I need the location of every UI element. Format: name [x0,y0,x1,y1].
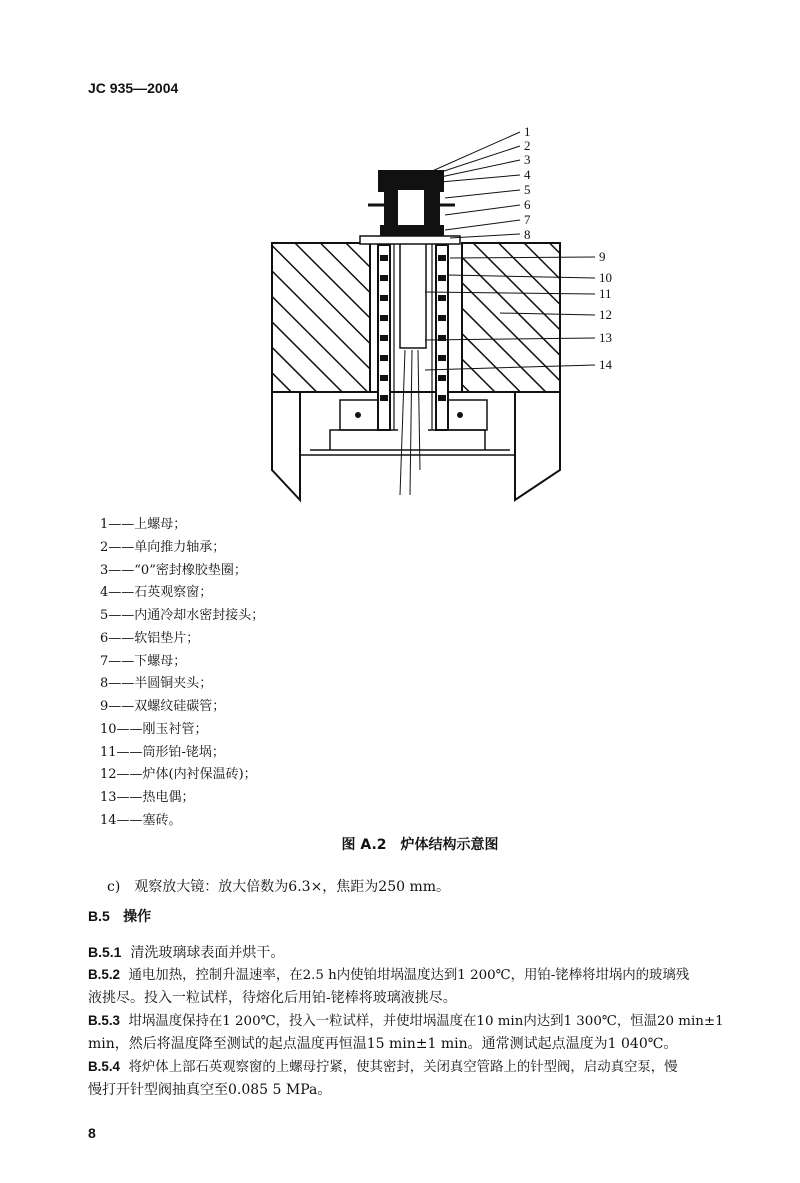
legend-item: 11——筒形铂-铑埚； [100,745,225,760]
legend-item: 3——“0”密封橡胶垫圈； [100,563,247,578]
callout-5: 5 [524,182,531,197]
clause-b52 [88,964,689,983]
clause-b53 [88,1010,724,1029]
clause-number: B.5.4 [88,1059,121,1074]
legend-item: 1——上螺母； [100,517,187,532]
callout-4: 4 [524,167,531,182]
legend-item: 8——半圆铜夹头； [100,676,213,691]
callout-14: 14 [599,357,612,372]
top-cap-assembly [368,170,455,236]
clause-number: B.5.3 [88,1013,121,1028]
clause-number: B.5.2 [88,967,121,982]
clause-text: 将炉体上部石英观察窗的上螺母拧紧，使其密封，关闭真空管路上的针型阀，启动真空泵，慢 [128,1060,678,1075]
section-heading [88,906,151,926]
legend-item: 7——下螺母； [100,654,187,669]
legend-item: 9——双螺纹硅碳管； [100,699,226,714]
callout-7: 7 [524,212,531,227]
callout-13: 13 [599,330,612,345]
clause-b54 [88,1056,678,1075]
legend-item: 6——软铝垫片； [100,631,200,646]
callout-3: 3 [524,152,531,167]
clause-text-continued: min，然后将温度降至测试的起点温度再恒温15 min±1 min。通常测试起点温度为1 040℃。 [88,1036,678,1052]
callout-1: 1 [524,124,531,139]
legend-item: 10——刚玉衬管； [100,722,208,737]
callout-12: 12 [599,307,612,322]
legend-item: 12——炉体(内衬保温砖)； [100,767,257,782]
clause-text: 清洗玻璃球表面并烘干。 [130,945,285,961]
item-c: c) 观察放大镜：放大倍数为6.3×，焦距为250 mm。 [107,879,451,895]
page-number: 8 [88,1125,96,1141]
callout-8: 8 [524,227,531,242]
legend-item: 14——塞砖。 [100,813,182,828]
document-header: JC 935—2004 [88,80,179,96]
clause-text-continued: 液挑尽。投入一粒试样，待熔化后用铂-铑棒将玻璃液挑尽。 [88,990,457,1006]
heating-tubes [360,236,460,495]
clause-b51 [88,942,284,962]
clause-number: B.5.1 [88,944,122,960]
callout-9: 9 [599,249,606,264]
legend-item: 5——内通冷却水密封接头； [100,608,265,623]
section-number: B.5 [88,908,110,924]
callout-2: 2 [524,138,531,153]
section-title: 操作 [123,909,152,925]
legend-item: 4——石英观察窗； [100,585,213,600]
legend-item: 13——热电偶； [100,790,195,805]
clause-text-continued: 慢打开针型阀抽真空至0.085 5 MPa。 [88,1082,332,1098]
callout-11: 11 [599,286,612,301]
figure-caption: 图 A.2 炉体结构示意图 [341,837,499,853]
clause-text: 坩埚温度保持在1 200℃，投入一粒试样，并使坩埚温度在10 min内达到1 300℃，恒温20 min±1 [128,1014,724,1029]
legend-item: 2——单向推力轴承； [100,540,226,555]
callout-10: 10 [599,270,612,285]
clause-text: 通电加热，控制升温速率，在2.5 h内使铂坩埚温度达到1 200℃，用铂-铑棒将坩埚内的玻璃残 [128,968,690,983]
callout-6: 6 [524,197,531,212]
